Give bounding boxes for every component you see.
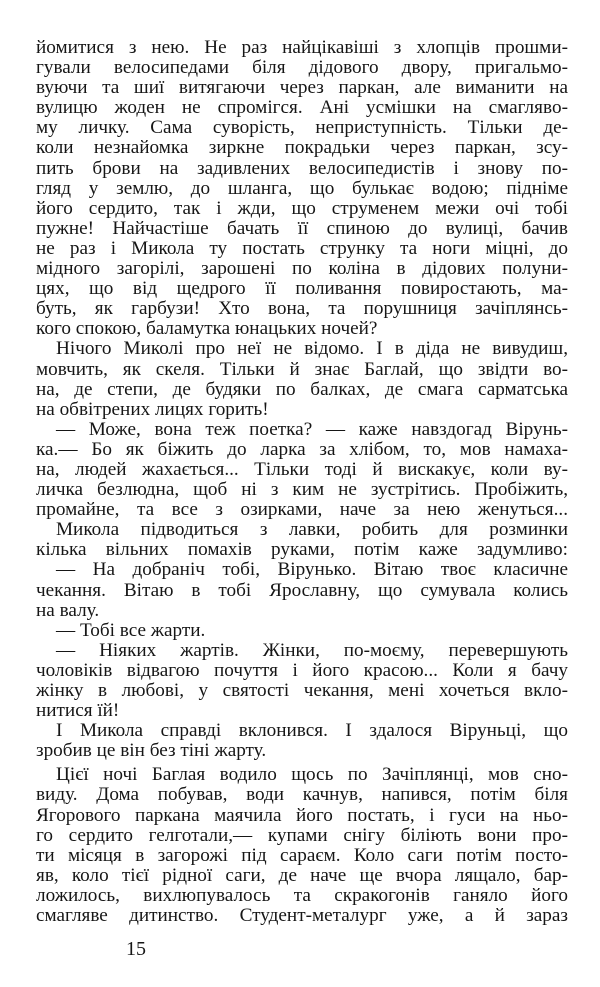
text-line: пить брови на задивлених велосипедистів і знову по-	[36, 157, 568, 179]
text-line: кілька вільних помахів руками, потім каже задумливо:	[36, 539, 568, 561]
text-line: — На добраніч тобі, Вірунько. Вітаю твоє класичне	[56, 559, 568, 581]
text-line: ти місяця в загорожі під сараєм. Коло саги потім посто-	[36, 844, 568, 866]
text-line: мовчить, як скеля. Тільки й знає Баглай, що звідти во-	[36, 358, 568, 380]
text-line: го сердито гелготали,— купами снігу біліють вони про-	[36, 824, 568, 846]
text-line: промайне, та все з озирками, наче за нею женуться...	[36, 499, 568, 521]
text-line: мідного загорілі, зарошені по коліна в дідових полуни-	[36, 258, 568, 280]
text-line: чоловіків відвагою почуття і його красою... Коли я бачу	[36, 659, 568, 681]
text-line: цях, що від щедрого її поливання повиростають, ма-	[36, 278, 568, 300]
text-line: Нічого Миколі про неї не відомо. І в діда не вивудиш,	[56, 338, 568, 360]
text-line: личка безлюдна, щоб ні з ким не зустрітись. Пробіжить,	[36, 479, 568, 501]
text-line: Ягорового паркана маячила його постать, і гуси на ньо-	[36, 804, 568, 826]
text-line: вуючи та шиї витягаючи через паркан, але виманити на	[36, 77, 568, 99]
text-line: виду. Дома побував, води качнув, напився, потім біля	[36, 784, 568, 806]
text-line: пужне! Найчастіше бачать її спиною до вулиці, бачив	[36, 217, 568, 239]
text-line: коли незнайомка зиркне покрадьки через паркан, зсу-	[36, 137, 568, 159]
text-line: ложилось, вихлюпувалось та скракогонів ганяло його	[36, 884, 568, 906]
text-line: чекання. Вітаю в тобі Ярославну, що сумувала колись	[36, 579, 568, 601]
page-number: 15	[126, 938, 146, 960]
text-line: вулицю жоден не спромігся. Ані усмішки на смаглявo-	[36, 97, 568, 119]
text-line: кого спокою, баламутка юнацьких ночей?	[36, 318, 378, 340]
text-line: на валу.	[36, 599, 100, 621]
text-line: ка.— Бо як біжить до ларка за хлібом, то, мов намаха-	[36, 438, 568, 460]
text-line: Микола підводиться з лавки, робить для розминки	[56, 519, 568, 541]
text-line: яв, коло тієї рідної саги, де наче ще вчора лящало, бар-	[36, 864, 568, 886]
book-page-text	[36, 38, 568, 926]
text-line: не раз і Микола ту постать струнку та ноги міцні, до	[36, 237, 568, 259]
text-line: буть, як гарбузи! Хто вона, та порушниця зачіплянсь-	[36, 298, 568, 320]
text-line: гували велосипедами біля дідового двору, пригальмо-	[36, 57, 568, 79]
text-line: нитися їй!	[36, 700, 120, 722]
text-line: йомитися з нею. Не раз найцікавіші з хлопців прошми-	[36, 37, 568, 58]
text-line: — Може, вона теж поетка? — каже навздогад Вірунь-	[56, 418, 568, 440]
text-line: на обвітрених лицях горить!	[36, 398, 269, 420]
text-line: — Ніяких жартів. Жінки, по-моєму, перевершують	[56, 639, 568, 661]
text-line: — Тобі все жарти.	[56, 619, 206, 641]
text-line: смагляве дитинство. Студент-металург уже, а й зараз	[36, 905, 568, 927]
text-line: на, людей жахається... Тільки тоді й вискакує, коли ву-	[36, 458, 568, 480]
text-line: І Микола справді вклонився. І здалося Віруньці, що	[56, 720, 568, 742]
text-line: на, де степи, де будяки по балках, де смага сарматська	[36, 378, 568, 400]
text-line: Цієї ночі Баглая водило щось по Зачіплянці, мов сно-	[56, 764, 568, 786]
text-line: зробив це він без тіні жарту.	[36, 740, 267, 762]
text-line: му личку. Сама суворість, неприступність. Тільки де-	[36, 117, 568, 139]
text-line: жінку в любові, у святості чекання, мені хочеться вкло-	[36, 680, 568, 701]
text-line: його сердито, так і жди, що струменем межи очі тобі	[36, 197, 568, 219]
text-line: гляд у землю, до шланга, що булькає водою; підніме	[36, 177, 568, 199]
